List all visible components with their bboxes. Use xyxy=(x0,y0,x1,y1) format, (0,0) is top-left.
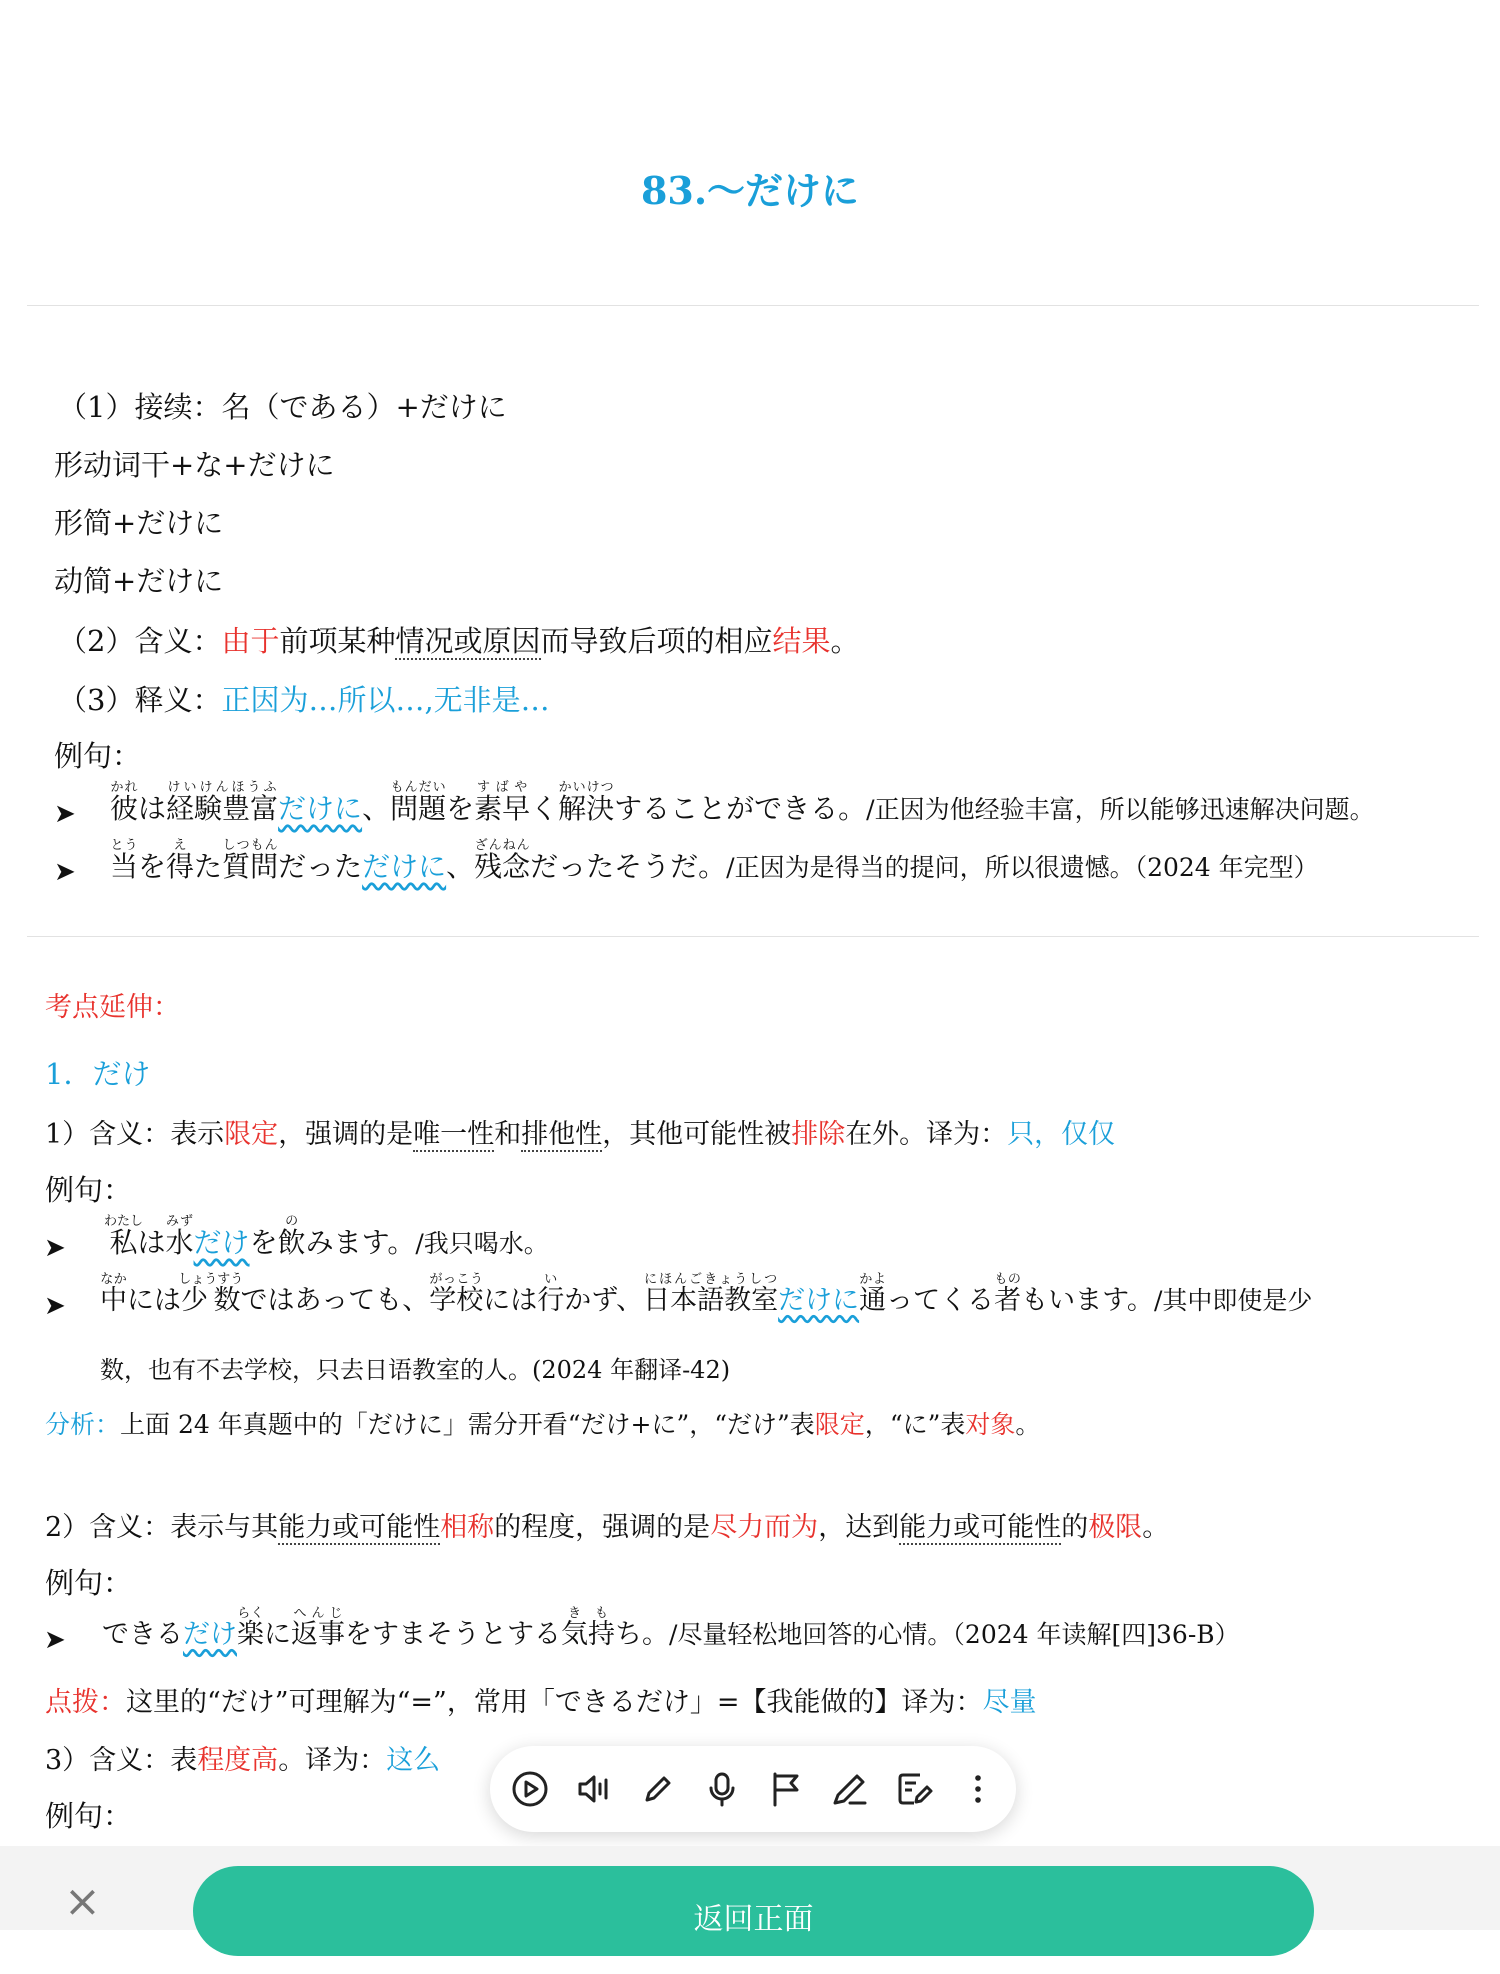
speaker-icon[interactable] xyxy=(574,1769,614,1809)
connection-line-2: 形动词干+な+だけに xyxy=(54,448,335,482)
more-icon[interactable] xyxy=(958,1769,998,1809)
bullet-arrow-icon: ➤ xyxy=(54,799,76,829)
analysis-line: 分析：上面 24 年真题中的「だけに」需分开看“だけ+に”，“だけ”表限定，“に”表对象。 xyxy=(45,1410,1041,1439)
examples-label: 例句： xyxy=(45,1173,133,1207)
divider xyxy=(27,305,1479,306)
play-icon[interactable] xyxy=(510,1769,550,1809)
connection-line-3: 形简+だけに xyxy=(54,506,224,540)
extension-heading: 考点延伸： xyxy=(45,992,180,1023)
microphone-icon[interactable] xyxy=(702,1769,742,1809)
bullet-arrow-icon: ➤ xyxy=(44,1625,66,1655)
pen-icon[interactable] xyxy=(830,1769,870,1809)
examples-label: 例句： xyxy=(45,1799,133,1833)
example-4-translation: 数，也有不去学校，只去日语教室的人。(2024 年翻译-42) xyxy=(100,1356,731,1384)
edit-note-icon[interactable] xyxy=(894,1769,934,1809)
gloss-line: （3）释义：正因为…所以…,无非是… xyxy=(58,683,550,717)
pencil-icon[interactable] xyxy=(638,1769,678,1809)
tip-line: 点拨：这里的“だけ”可理解为“=”，常用「できるだけ」=【我能做的】译为：尽量 xyxy=(45,1687,1037,1718)
examples-label: 例句： xyxy=(45,1566,133,1600)
example-sentence-4: 中なかには少数しょうすうではあっても、学校がっこうには行いかず、日本語教室にほんごきょうしつだけに通かよってくる者ものもいます。/其中即使是少 xyxy=(100,1272,1313,1316)
example-sentence-5: できるだけ楽らくに返事へんじをすまそうとする気持きもち。/尽量轻松地回答的心情。（2024 年读解[四]36-B） xyxy=(102,1606,1240,1650)
connection-line-4: 动简+だけに xyxy=(54,564,224,598)
meaning-1-line: 1）含义：表示限定，强调的是唯一性和排他性，其他可能性被排除在外。译为：只，仅仅 xyxy=(45,1119,1116,1150)
example-sentence-3: 私わたしは水みずだけを飲のみます。/我只喝水。 xyxy=(104,1214,549,1259)
bullet-arrow-icon: ➤ xyxy=(44,1291,66,1321)
bullet-arrow-icon: ➤ xyxy=(54,857,76,887)
subheading-dake: 1．だけ xyxy=(45,1057,151,1091)
floating-toolbar xyxy=(490,1746,1016,1832)
meaning-2-line: 2）含义：表示与其能力或可能性相称的程度，强调的是尽力而为，达到能力或可能性的极限。 xyxy=(45,1512,1170,1543)
back-to-front-button[interactable]: 返回正面 xyxy=(193,1866,1314,1956)
connection-line: （1）接续：名（である）+だけに xyxy=(58,390,507,424)
meaning-line: （2）含义：由于前项某种情况或原因而导致后项的相应结果。 xyxy=(58,624,860,658)
example-sentence-1: 彼かれは経験豊富けいけんほうふだけに、問題もんだいを素早すばやく解決かいけつすることができる。/正因为他经验丰富，所以能够迅速解决问题。 xyxy=(110,780,1375,825)
flag-icon[interactable] xyxy=(766,1769,806,1809)
examples-label: 例句： xyxy=(54,739,142,773)
bullet-arrow-icon: ➤ xyxy=(44,1233,66,1263)
example-sentence-2: 当とうを得えた質問しつもんだっただけに、残念ざんねんだったそうだ。/正因为是得当的提问，所以很遗憾。（2024 年完型） xyxy=(110,838,1319,883)
card-title: 83.～だけに xyxy=(640,168,860,213)
meaning-3-line: 3）含义：表程度高。译为：这么 xyxy=(45,1745,441,1776)
close-button[interactable]: × xyxy=(64,1876,101,1927)
divider xyxy=(27,936,1479,937)
